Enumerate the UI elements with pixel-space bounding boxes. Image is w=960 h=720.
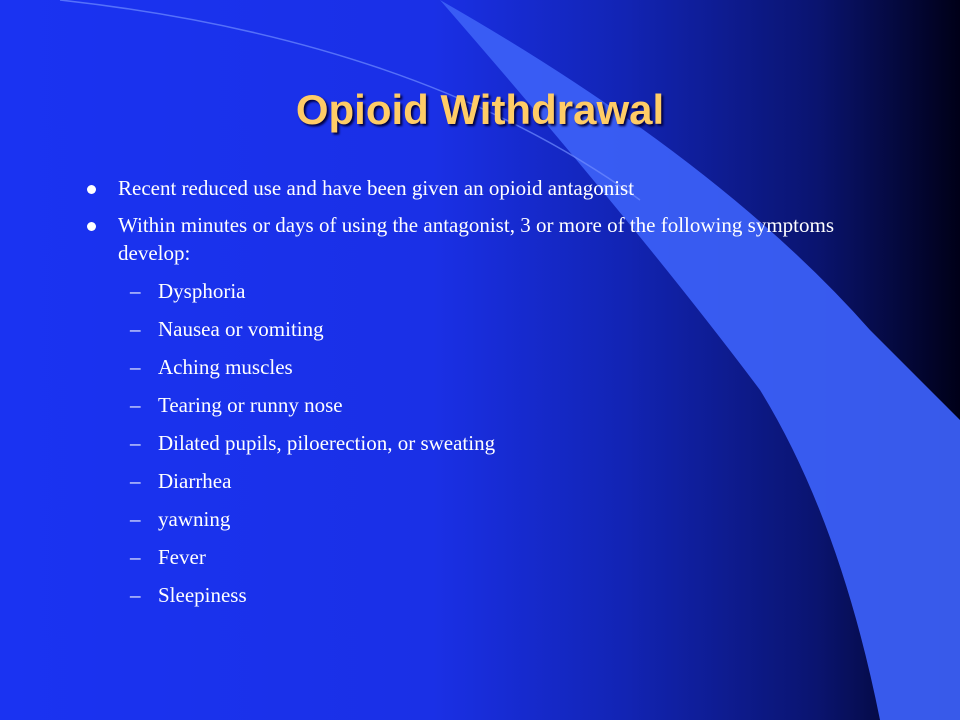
- symptom-text: Diarrhea: [158, 469, 232, 493]
- symptom-item: [82, 581, 842, 619]
- bullet-dot-icon: [87, 185, 96, 194]
- bullet-dot-icon: [87, 222, 96, 231]
- symptom-text: yawning: [158, 507, 231, 531]
- dash-icon: –: [130, 355, 141, 379]
- symptom-list: [82, 277, 842, 619]
- dash-icon: –: [130, 469, 141, 493]
- dash-icon: –: [130, 317, 141, 341]
- dash-icon: –: [130, 545, 141, 569]
- slide-title: Opioid Withdrawal: [295, 86, 665, 133]
- symptom-text: Fever: [158, 545, 206, 569]
- bullet-item: [82, 211, 842, 267]
- symptom-item: [82, 315, 842, 353]
- symptom-item: [82, 277, 842, 315]
- symptom-text: Dysphoria: [158, 279, 246, 303]
- dash-icon: –: [130, 507, 141, 531]
- symptom-text: Sleepiness: [158, 583, 247, 607]
- symptom-item: [82, 391, 842, 429]
- dash-icon: –: [130, 393, 141, 417]
- symptom-item: [82, 353, 842, 391]
- slide-content: [82, 174, 842, 619]
- dash-icon: –: [130, 431, 141, 455]
- symptom-item: [82, 467, 842, 505]
- symptom-item: [82, 429, 842, 467]
- symptom-text: Dilated pupils, piloerection, or sweating: [158, 431, 496, 455]
- dash-icon: –: [130, 583, 141, 607]
- bullet-text: Recent reduced use and have been given an opioid antagonist: [118, 176, 635, 200]
- symptom-text: Tearing or runny nose: [158, 393, 343, 417]
- dash-icon: –: [130, 279, 141, 303]
- symptom-text: Aching muscles: [158, 355, 293, 379]
- symptom-item: [82, 543, 842, 581]
- bullet-text: Within minutes or days of using the antagonist, 3 or more of the following symptoms develop:: [118, 213, 834, 265]
- bullet-item: [82, 174, 842, 202]
- symptom-item: [82, 505, 842, 543]
- symptom-text: Nausea or vomiting: [158, 317, 324, 341]
